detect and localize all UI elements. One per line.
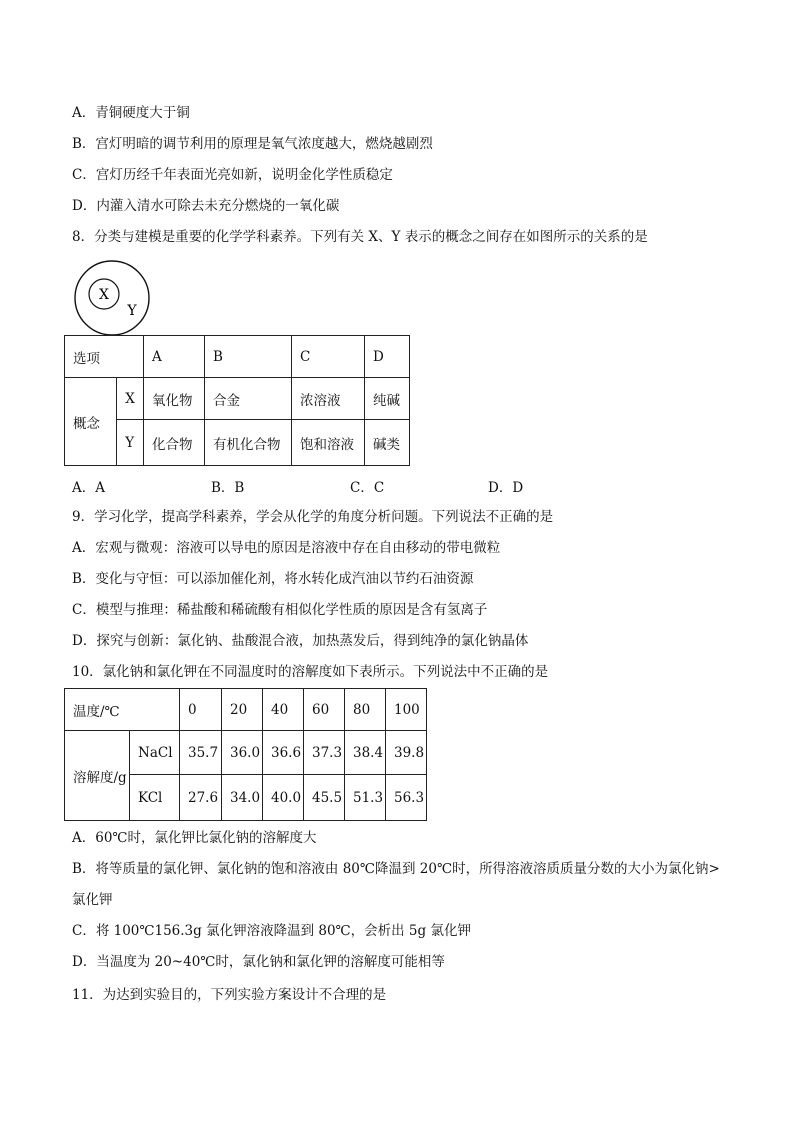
q9-stem: 9．学习化学，提高学科素养，学会从化学的角度分析问题。下列说法不正确的是	[72, 509, 554, 525]
q10-temp: 20	[222, 689, 263, 731]
q7-option-c: C．宫灯历经千年表面光亮如新，说明金化学性质稳定	[72, 167, 393, 183]
q7-option-a: A．青铜硬度大于铜	[72, 105, 190, 121]
q8-answers	[72, 476, 552, 494]
q10-cell: 45.5	[304, 775, 345, 821]
q10-cell: 34.0	[222, 775, 263, 821]
q10-cell: 36.0	[222, 731, 263, 775]
q10-solubility-label: 溶解度/g	[65, 731, 130, 821]
q10-option-c: C．将 100℃156.3g 氯化钾溶液降温到 80℃，会析出 5g 氯化钾	[72, 923, 471, 939]
q8-row-key: Y	[117, 420, 144, 466]
q8-answer-b: B．B	[211, 480, 245, 496]
q10-temp: 100	[386, 689, 427, 731]
q10-temp: 0	[180, 689, 222, 731]
q8-cell: 碱类	[365, 420, 410, 466]
q8-cell: 化合物	[144, 420, 205, 466]
q10-option-a: A．60℃时，氯化钾比氯化钠的溶解度大	[72, 830, 317, 846]
outer-label: Y	[127, 303, 137, 319]
q10-cell: 56.3	[386, 775, 427, 821]
q10-temp: 80	[345, 689, 386, 731]
q10-temp-label: 温度/℃	[65, 689, 180, 731]
q11-stem: 11．为达到实验目的，下列实验方案设计不合理的是	[72, 987, 387, 1003]
q10-cell: 40.0	[263, 775, 304, 821]
q10-cell: 39.8	[386, 731, 427, 775]
q8-cell: 合金	[205, 378, 292, 420]
q10-cell: 37.3	[304, 731, 345, 775]
q10-cell: 38.4	[345, 731, 386, 775]
q8-stem: 8．分类与建模是重要的化学学科素养。下列有关 X、Y 表示的概念之间存在如图所示的关系的是	[72, 229, 648, 245]
q9-option-d: D．探究与创新：氯化钠、盐酸混合液，加热蒸发后，得到纯净的氯化钠晶体	[72, 633, 529, 649]
q10-temp: 40	[263, 689, 304, 731]
q10-option-b: B．将等质量的氯化钾、氯化钠的饱和溶液由 80℃降温到 20℃时，所得溶液溶质质量分数的大小为氯化钠>	[72, 861, 720, 877]
q8-header-d: D	[365, 336, 410, 378]
q10-option-b-continued: 氯化钾	[72, 892, 113, 908]
q8-row-group: 概念	[65, 378, 117, 466]
q8-cell: 饱和溶液	[292, 420, 365, 466]
inner-label: X	[99, 287, 109, 303]
q10-stem: 10．氯化钠和氯化钾在不同温度时的溶解度如下表所示。下列说法中不正确的是	[72, 664, 549, 680]
q10-table	[64, 688, 427, 821]
q9-option-b: B．变化与守恒：可以添加催化剂，将水转化成汽油以节约石油资源	[72, 571, 474, 587]
q8-answer-c: C．C	[350, 480, 385, 496]
q8-header-a: A	[144, 336, 205, 378]
q7-option-d: D．内灌入清水可除去未充分燃烧的一氧化碳	[72, 198, 340, 214]
q8-header-c: C	[292, 336, 365, 378]
q10-option-d: D．当温度为 20~40℃时，氯化钠和氯化钾的溶解度可能相等	[72, 954, 445, 970]
q10-row-name: NaCl	[130, 731, 180, 775]
q9-option-c: C．模型与推理：稀盐酸和稀硫酸有相似化学性质的原因是含有氢离子	[72, 602, 488, 618]
q8-table	[64, 335, 410, 466]
q10-cell: 36.6	[263, 731, 304, 775]
q8-answer-d: D．D	[488, 480, 524, 496]
venn-diagram	[72, 260, 154, 342]
q8-header-b: B	[205, 336, 292, 378]
q10-cell: 35.7	[180, 731, 222, 775]
q8-cell: 浓溶液	[292, 378, 365, 420]
q8-cell: 氧化物	[144, 378, 205, 420]
q10-row-name: KCl	[130, 775, 180, 821]
q8-cell: 有机化合物	[205, 420, 292, 466]
q10-cell: 51.3	[345, 775, 386, 821]
q10-temp: 60	[304, 689, 345, 731]
q8-row-key: X	[117, 378, 144, 420]
q8-header-option: 选项	[65, 336, 144, 378]
q8-answer-a: A．A	[72, 480, 105, 496]
q7-option-b: B．宫灯明暗的调节利用的原理是氧气浓度越大，燃烧越剧烈	[72, 136, 433, 152]
q8-cell: 纯碱	[365, 378, 410, 420]
q10-cell: 27.6	[180, 775, 222, 821]
q9-option-a: A．宏观与微观：溶液可以导电的原因是溶液中存在自由移动的带电微粒	[72, 540, 501, 556]
outer-circle-y	[75, 261, 149, 335]
